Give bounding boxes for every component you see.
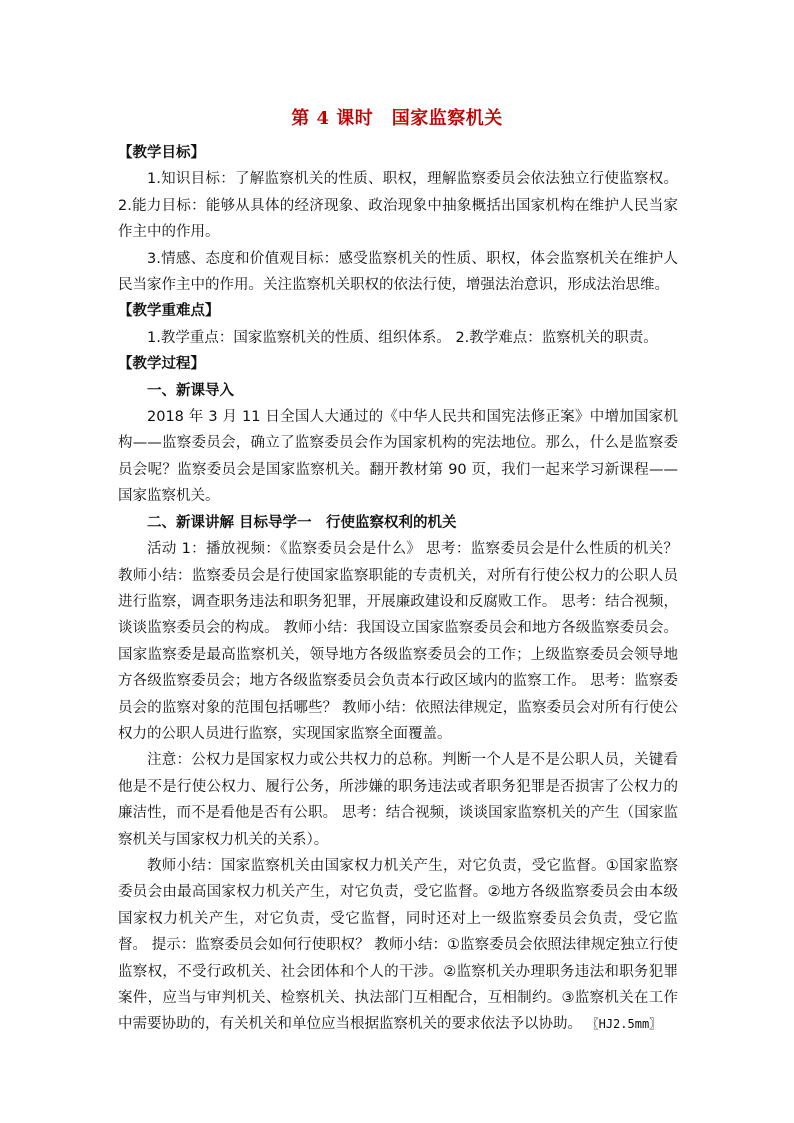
- goals-paragraph-1: 1.知识目标：了解监察机关的性质、职权，理解监察委员会依法独立行使监察权。 2.能力目标：能够从具体的经济现象、政治现象中抽象概括出国家机构在维护人民当家作主中的作用。: [118, 171, 678, 241]
- typesetting-tag: 〖HJ2.5mm〗: [586, 1017, 662, 1032]
- note-paragraph: 注意：公权力是国家权力或公共权力的总称。判断一个人是不是公职人员，关键看他是不是行使公权力、履行公务，所涉嫌的职务违法或者职务犯罪是否损害了公权力的廉洁性，而不是看他是否有公职。 思考：结合视频，谈谈国家监察机关的产生（国家监察机关与国家权力机关的关系）。: [118, 752, 678, 848]
- keypoints-paragraph: 1.教学重点：国家监察机关的性质、组织体系。 2.教学难点：监察机关的职责。: [147, 329, 658, 346]
- activity-1-paragraph: 活动 1：播放视频：《监察委员会是什么》 思考：监察委员会是什么性质的机关？ 教师小结：监察委员会是行使国家监察职能的专责机关，对所有行使公权力的公职人员进行监察，调查职务违法和职务犯罪，开展廉政建设和反腐败工作。 思考：结合视频，谈谈监察委员会的构成。 教师小结：我国设立国家监察委员会和地方各级监察委员会。国家监察委是最高监察机关，领导地方各级监察委员会的工作；上级监察委员会领导地方各级监察委员会；地方各级监察委员会负责本行政区域内的监察工作。 思考：监察委员会的监察对象的范围包括哪些？ 教师小结：依照法律规定，监察委员会对所有行使公权力的公职人员进行监察，实现国家监察全面覆盖。: [118, 541, 678, 742]
- section-1-title: 一、新课导入: [147, 382, 234, 399]
- goals-heading: 【教学目标】: [118, 145, 205, 161]
- teacher-summary-paragraph: [118, 853, 678, 1038]
- lesson-content: [118, 140, 678, 1038]
- lesson-title: 第 4 课时 国家监察机关: [291, 108, 503, 129]
- section-2-title: 二、新课讲解 目标导学一 行使监察权利的机关: [147, 514, 457, 531]
- process-heading: 【教学过程】: [118, 356, 205, 373]
- goals-paragraph-2: 3.情感、态度和价值观目标：感受监察机关的性质、职权，体会监察机关在维护人民当家作主中的作用。关注监察机关职权的依法行使，增强法治意识，形成法治思维。: [118, 250, 678, 294]
- section-1-text: 2018 年 3 月 11 日全国人大通过的《中华人民共和国宪法修正案》中增加国家机构——监察委员会，确立了监察委员会作为国家机构的宪法地位。那么，什么是监察委员会呢？监察委员会是国家监察机关。翻开教材第 90 页，我们一起来学习新课程——国家监察机关。: [118, 409, 678, 505]
- teacher-summary-text: 教师小结：国家监察机关由国家权力机关产生，对它负责，受它监督。①国家监察委员会由最高国家权力机关产生，对它负责，受它监督。②地方各级监察委员会由本级国家权力机关产生，对它负责，受它监督，同时还对上一级监察委员会负责，受它监督。 提示：监察委员会如何行使职权？ 教师小结：①监察委员会依照法律规定独立行使监察权，不受行政机关、社会团体和个人的干涉。②监察机关办理职务违法和职务犯罪案件，应当与审判机关、检察机关、执法部门互相配合，互相制约。③监察机关在工作中需要协助的，有关机关和单位应当根据监察机关的要求依法予以协助。: [118, 857, 678, 1033]
- keypoints-heading: 【教学重难点】: [118, 303, 220, 320]
